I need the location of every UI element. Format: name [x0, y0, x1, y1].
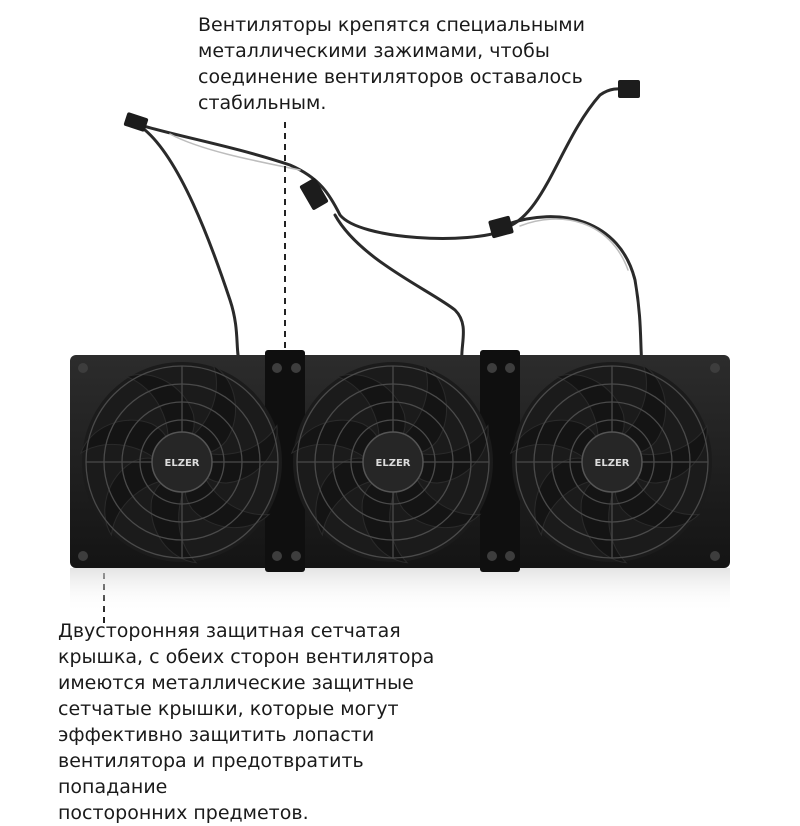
- fan-logo: ELZER: [375, 458, 411, 469]
- grill-caption: Двусторонняя защитная сетчатая крышка, с обеих сторон вентилятора имеются металлические защитные сетчатые крышки, которые могут эффективно защитить лопасти вентилятора и предотвратить попадание посторонних предметов.: [58, 620, 435, 824]
- cable-connectors: [123, 80, 640, 239]
- clip-caption: Вентиляторы крепятся специальными металлическими зажимами, чтобы соединение вентиляторов оставалось стабильным.: [198, 14, 585, 114]
- fan-logo: ELZER: [164, 458, 200, 469]
- power-cables: [130, 89, 642, 365]
- fan-logo: ELZER: [594, 458, 630, 469]
